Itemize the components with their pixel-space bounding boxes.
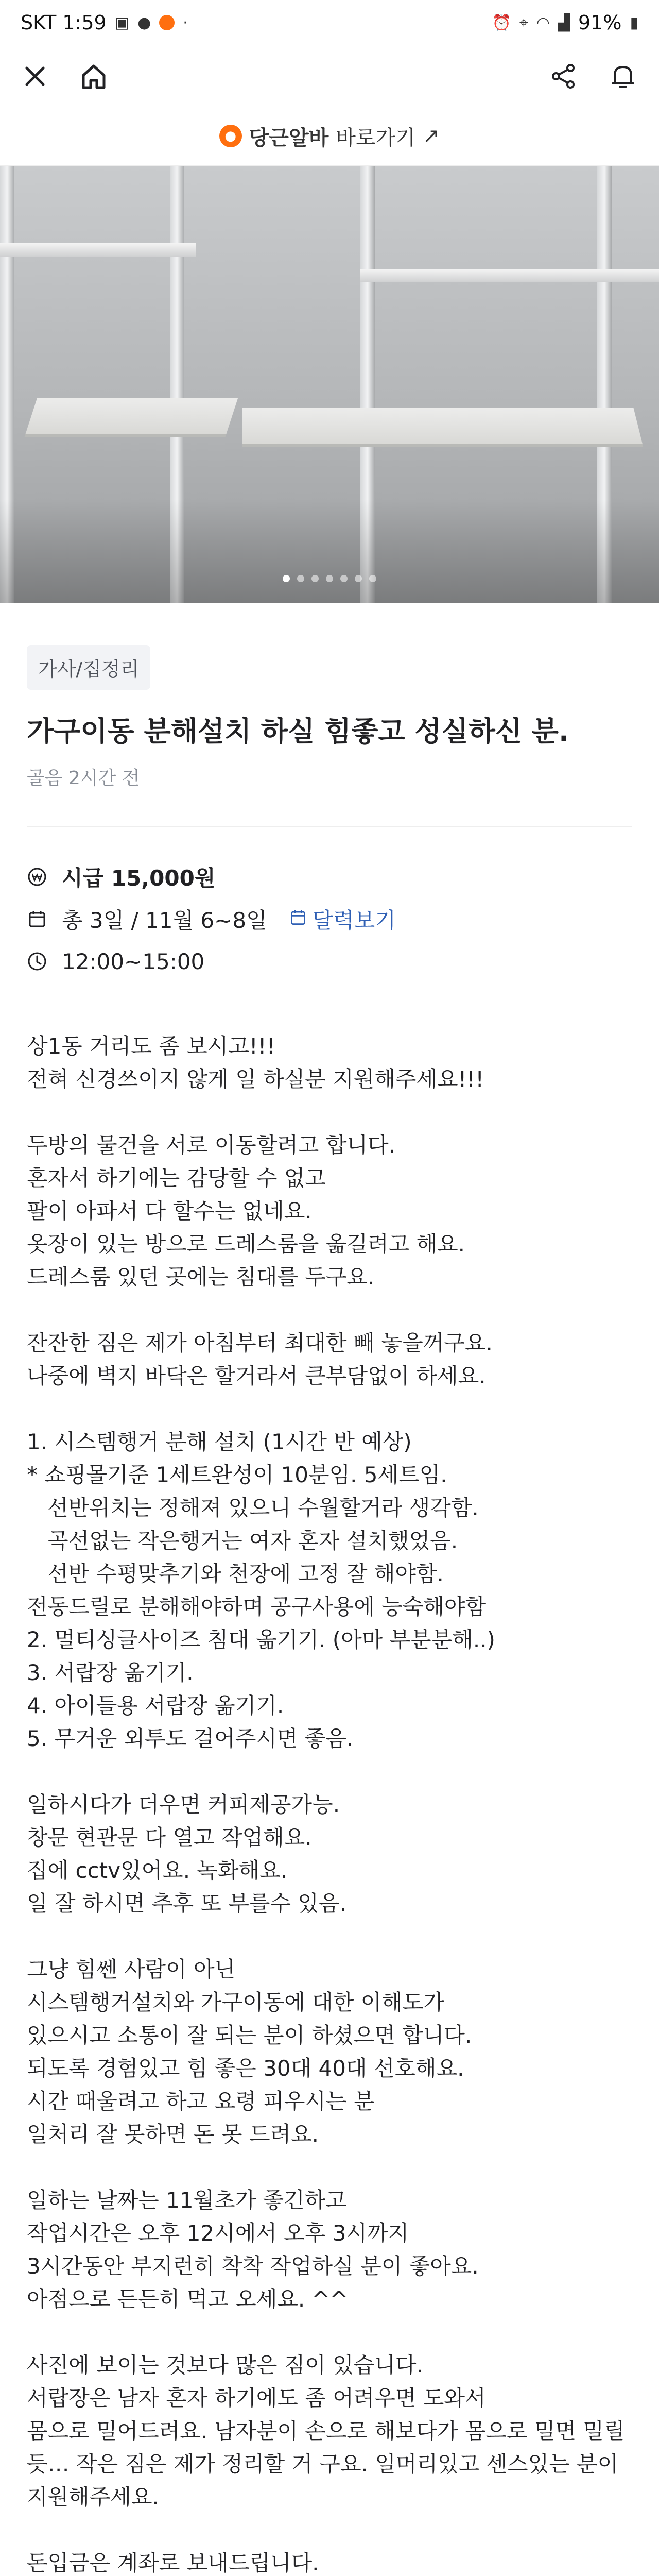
alarm-icon: ⏰ — [492, 13, 511, 32]
carousel-dot[interactable] — [355, 575, 362, 582]
description-line: 창문 현관문 다 열고 작업해요. — [27, 1825, 312, 1850]
hanger-shelf — [242, 408, 427, 447]
description-line: 두방의 물건을 서로 이동할려고 합니다. — [27, 1132, 395, 1158]
clock-icon — [27, 951, 47, 972]
description-line: 혼자서 하기에는 감당할 수 없고 — [27, 1165, 326, 1191]
photo-floor-shadow — [0, 500, 659, 603]
hanger-shelf — [418, 408, 644, 447]
description-line: 3. 서랍장 옮기기. — [27, 1660, 194, 1685]
carousel-dot[interactable] — [297, 575, 304, 582]
description-line: 몸으로 밀어드려요. 남자분이 손으로 해보다가 몸으로 밀면 밀릴 듯… 작은 짐은 제가 정리할 거 구요. 일머리있고 센스있는 분이 지원해주세요. — [27, 2418, 625, 2510]
status-bar — [0, 0, 659, 45]
description-line: 작업시간은 오후 12시에서 오후 3시까지 — [27, 2221, 409, 2246]
description-line: 나중에 벽지 바닥은 할거라서 큰부담없이 하세요. — [27, 1363, 486, 1388]
job-title: 가구이동 분해설치 하실 힘좋고 성실하신 분. — [27, 715, 569, 748]
description-line: 집에 cctv있어요. 녹화해요. — [27, 1858, 288, 1883]
banner-action: 바로가기 — [336, 126, 415, 150]
hours-text: 12:00~15:00 — [62, 948, 205, 974]
description-line: 팔이 아파서 다 할수는 없네요. — [27, 1198, 312, 1224]
battery-percent: 91% — [578, 11, 622, 34]
calendar-icon — [27, 909, 47, 929]
battery-icon: ▮ — [630, 13, 638, 32]
carousel-dot[interactable] — [311, 575, 319, 582]
gallery-icon: ▣ — [114, 13, 130, 32]
carousel-indicator — [0, 575, 659, 582]
calendar-link-label: 달력보기 — [312, 908, 396, 933]
location-icon: ⌖ — [519, 13, 528, 32]
description-line: 잔잔한 짐은 제가 아침부터 최대한 빼 놓을꺼구요. — [27, 1330, 493, 1355]
app-bar-left — [21, 61, 109, 92]
won-icon — [27, 867, 47, 887]
description-line: 드레스룸 있던 곳에는 침대를 두구요. — [27, 1264, 375, 1290]
description-line: 4. 아이들용 서랍장 옮기기. — [27, 1693, 284, 1718]
job-description — [27, 982, 632, 2576]
category-tag: 가사/집정리 — [27, 645, 150, 690]
bell-icon[interactable] — [608, 61, 638, 92]
notification-icon: ● — [137, 13, 151, 32]
signal-icon: ▟ — [558, 13, 570, 32]
description-line — [27, 1755, 632, 1788]
description-line: 있으시고 소통이 잘 되는 분이 하셨으면 합니다. — [27, 2023, 472, 2048]
carousel-dot[interactable] — [326, 575, 333, 582]
description-line: 시간 때울려고 하고 요령 피우시는 분 — [27, 2089, 375, 2114]
description-line — [27, 1096, 632, 1129]
description-line: 전동드릴로 분해해야하며 공구사용에 능숙해야함 — [27, 1594, 487, 1619]
description-line: 1. 시스템행거 분해 설치 (1시간 반 예상) — [27, 1429, 412, 1454]
hanger-rail — [0, 243, 196, 257]
wage-text: 시급 15,000원 — [62, 866, 216, 891]
app-bar-right — [548, 61, 638, 92]
description-line: 시스템행거설치와 가구이동에 대한 이해도가 — [27, 1990, 444, 2015]
description-line: 돈입금은 계좌로 보내드립니다. — [27, 2550, 319, 2575]
home-icon[interactable] — [78, 61, 109, 92]
description-line: 서랍장은 남자 혼자 하기에도 좀 어려우면 도와서 — [27, 2385, 486, 2411]
carrier-time: SKT 1:59 — [21, 11, 107, 34]
description-line: 전혀 신경쓰이지 않게 일 하실분 지원해주세요!!! — [27, 1066, 484, 1092]
description-line — [27, 1920, 632, 1953]
karrot-notification-icon — [159, 15, 175, 30]
carousel-dot[interactable] — [283, 575, 290, 582]
karrot-alba-logo-icon: ● — [219, 125, 242, 147]
description-line: 사진에 보이는 것보다 많은 짐이 있습니다. — [27, 2352, 423, 2378]
description-line: 일 잘 하시면 추후 또 부를수 있음. — [27, 1891, 346, 1916]
hours-row — [27, 940, 632, 982]
description-line: 그냥 힘쎈 사람이 아닌 — [27, 1957, 236, 1982]
description-line: 일처리 잘 못하면 돈 못 드려요. — [27, 2122, 319, 2147]
description-line: 2. 멀티싱글사이즈 침대 옮기기. (아마 부분분해..) — [27, 1627, 495, 1652]
description-line: 곡선없는 작은행거는 여자 혼자 설치했었음. — [27, 1528, 458, 1553]
description-line: 선반 수평맞추기와 천장에 고정 잘 해야함. — [27, 1561, 444, 1586]
description-line — [27, 1294, 632, 1327]
wage-row — [27, 856, 632, 898]
calendar-link-icon — [289, 907, 307, 932]
status-left — [21, 11, 188, 34]
karrot-alba-banner[interactable] — [0, 107, 659, 166]
description-line: 선반위치는 정해져 있으니 수월할거라 생각함. — [27, 1495, 479, 1520]
description-line — [27, 2151, 632, 2184]
schedule-row — [27, 898, 632, 940]
job-info-list — [27, 827, 632, 982]
description-line: 5. 무거운 외투도 걸어주시면 좋음. — [27, 1726, 354, 1751]
wifi-icon: ◠ — [536, 13, 550, 32]
description-line — [27, 2316, 632, 2349]
carousel-dot[interactable] — [340, 575, 348, 582]
description-line: 되도록 경험있고 힘 좋은 30대 40대 선호해요. — [27, 2056, 464, 2081]
description-line: 상1동 거리도 좀 보시고!!! — [27, 1033, 275, 1059]
author-time: 골음 2시간 전 — [27, 768, 140, 789]
share-icon[interactable] — [548, 61, 579, 92]
more-notifications-icon: · — [183, 13, 188, 32]
description-line: 옷장이 있는 방으로 드레스룸을 옮길려고 해요. — [27, 1231, 465, 1257]
calendar-view-link[interactable] — [289, 904, 396, 935]
status-right — [492, 11, 639, 34]
hanger-rail — [360, 269, 659, 282]
hanger-shelf — [25, 398, 238, 437]
photo-carousel[interactable] — [0, 166, 659, 603]
description-line: * 쇼핑몰기준 1세트완성이 10분임. 5세트임. — [27, 1462, 447, 1487]
description-line: 일하는 날짜는 11월초가 좋긴하고 — [27, 2188, 346, 2213]
app-bar — [0, 45, 659, 107]
external-link-icon: ↗ — [422, 124, 440, 148]
schedule-text: 총 3일 / 11월 6~8일 — [62, 908, 267, 933]
description-line — [27, 2514, 632, 2547]
banner-brand: 당근알바 — [249, 126, 329, 150]
description-line: 아점으로 든든히 먹고 오세요. ^^ — [27, 2286, 349, 2312]
post-content — [0, 603, 659, 2576]
carousel-dot[interactable] — [369, 575, 376, 582]
description-line: 일하시다가 더우면 커피제공가능. — [27, 1792, 340, 1817]
description-line: 3시간동안 부지런히 착착 작업하실 분이 좋아요. — [27, 2253, 479, 2279]
close-icon[interactable] — [21, 62, 49, 91]
description-line — [27, 1393, 632, 1426]
